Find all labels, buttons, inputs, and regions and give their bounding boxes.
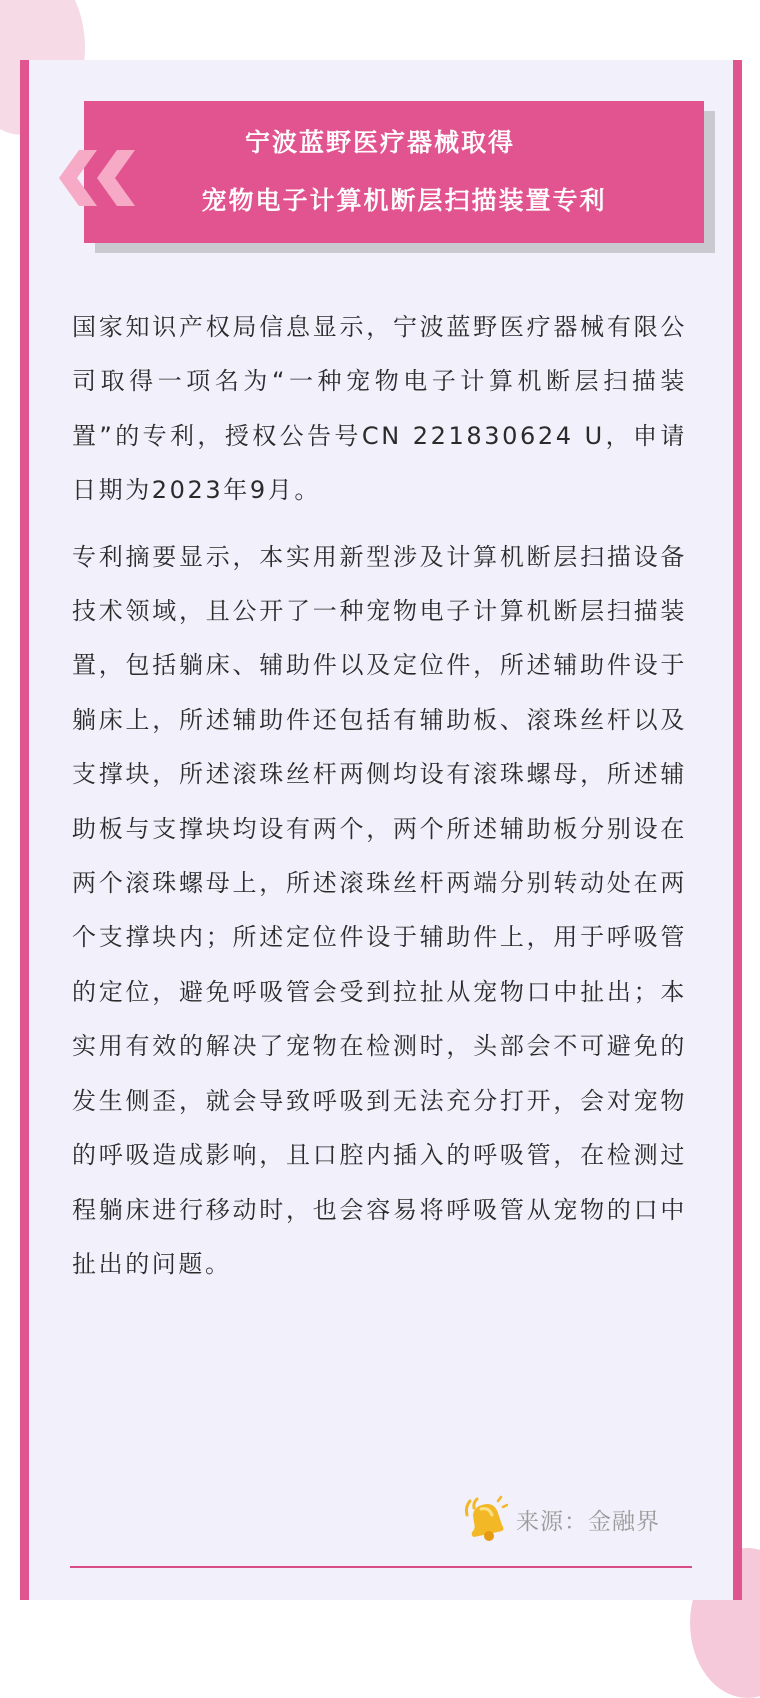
article-body <box>72 300 687 1291</box>
title-line-1: 宁波蓝野医疗器械取得 <box>244 128 515 157</box>
quote-mark-icon <box>57 145 147 210</box>
bottom-divider <box>70 1566 692 1568</box>
bell-icon <box>462 1495 508 1543</box>
paragraph-2: 专利摘要显示，本实用新型涉及计算机断层扫描设备技术领域，且公开了一种宠物电子计算机断层扫描装置，包括躺床、辅助件以及定位件，所述辅助件设于躺床上，所述辅助件还包括有辅助板、滚珠丝杆以及支撑块，所述滚珠丝杆两侧均设有滚珠螺母，所述辅助板与支撑块均设有两个，两个所述辅助板分别设在两个滚珠螺母上，所述滚珠丝杆两端分别转动处在两个支撑块内；所述定位件设于辅助件上，用于呼吸管的定位，避免呼吸管会受到拉扯从宠物口中扯出；本实用有效的解决了宠物在检测时，头部会不可避免的发生侧歪，就会导致呼吸到无法充分打开，会对宠物的呼吸造成影响，且口腔内插入的呼吸管，在检测过程躺床进行移动时，也会容易将呼吸管从宠物的口中扯出的问题。 <box>72 542 687 1278</box>
title-line-2: 宠物电子计算机断层扫描装置专利 <box>201 186 607 215</box>
article-title-banner <box>84 101 704 243</box>
source-credit <box>462 1495 660 1543</box>
paragraph-1: 国家知识产权局信息显示，宁波蓝野医疗器械有限公司取得一项名为“一种宠物电子计算机断层扫描装置”的专利，授权公告号CN 221830624 U，申请日期为2023年9月。 <box>72 313 687 505</box>
source-text: 来源：金融界 <box>516 1508 660 1535</box>
